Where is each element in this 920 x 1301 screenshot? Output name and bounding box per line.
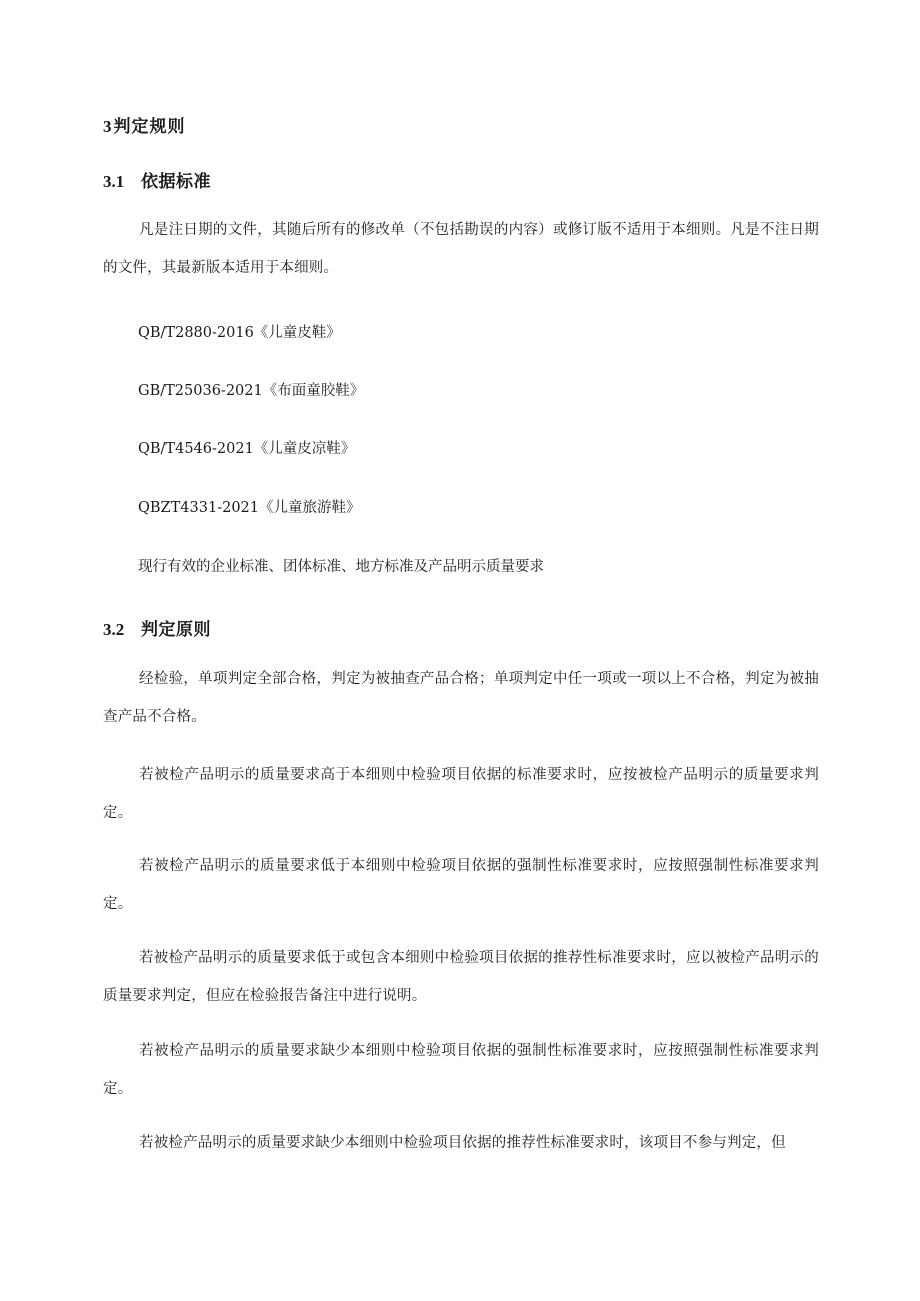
principle-paragraph: 若被检产品明示的质量要求高于本细则中检验项目依据的标准要求时，应按被检产品明示的质量要求判定。 [103,767,819,821]
reference-item: 现行有效的企业标准、团体标准、地方标准及产品明示质量要求 [138,559,544,575]
subsection-title: 判定原则 [141,620,211,640]
subsection-heading-3-1 [103,171,211,193]
section-number: 3 [103,117,112,136]
subsection-title: 依据标准 [141,172,211,192]
section-title: 判定规则 [113,117,186,137]
subsection-number: 3.1 [103,172,125,191]
principle-paragraph: 经检验，单项判定全部合格，判定为被抽查产品合格；单项判定中任一项或一项以上不合格，判定为被抽查产品不合格。 [103,671,819,725]
principle-paragraph: 若被检产品明示的质量要求低于本细则中检验项目依据的强制性标准要求时，应按照强制性标准要求判定。 [103,858,819,912]
principle-paragraph: 若被检产品明示的质量要求低于或包含本细则中检验项目依据的推荐性标准要求时，应以被检产品明示的质量要求判定，但应在检验报告备注中进行说明。 [103,950,819,1004]
reference-item: GB/T25036-2021《布面童胶鞋》 [138,383,365,399]
section-heading [103,116,186,138]
principle-paragraph: 若被检产品明示的质量要求缺少本细则中检验项目依据的推荐性标准要求时，该项目不参与判定，但 [139,1135,786,1151]
reference-item: QB/T2880-2016《儿童皮鞋》 [138,325,341,341]
intro-paragraph: 凡是注日期的文件，其随后所有的修改单（不包括勘误的内容）或修订版不适用于本细则。凡是不注日期的文件，其最新版本适用于本细则。 [103,222,819,276]
subsection-heading-3-2 [103,619,211,641]
subsection-number: 3.2 [103,620,125,639]
reference-item: QBZT4331-2021《儿童旅游鞋》 [138,500,361,516]
reference-item: QB/T4546-2021《儿童皮凉鞋》 [138,441,356,457]
principle-paragraph: 若被检产品明示的质量要求缺少本细则中检验项目依据的强制性标准要求时，应按照强制性标准要求判定。 [103,1043,819,1097]
